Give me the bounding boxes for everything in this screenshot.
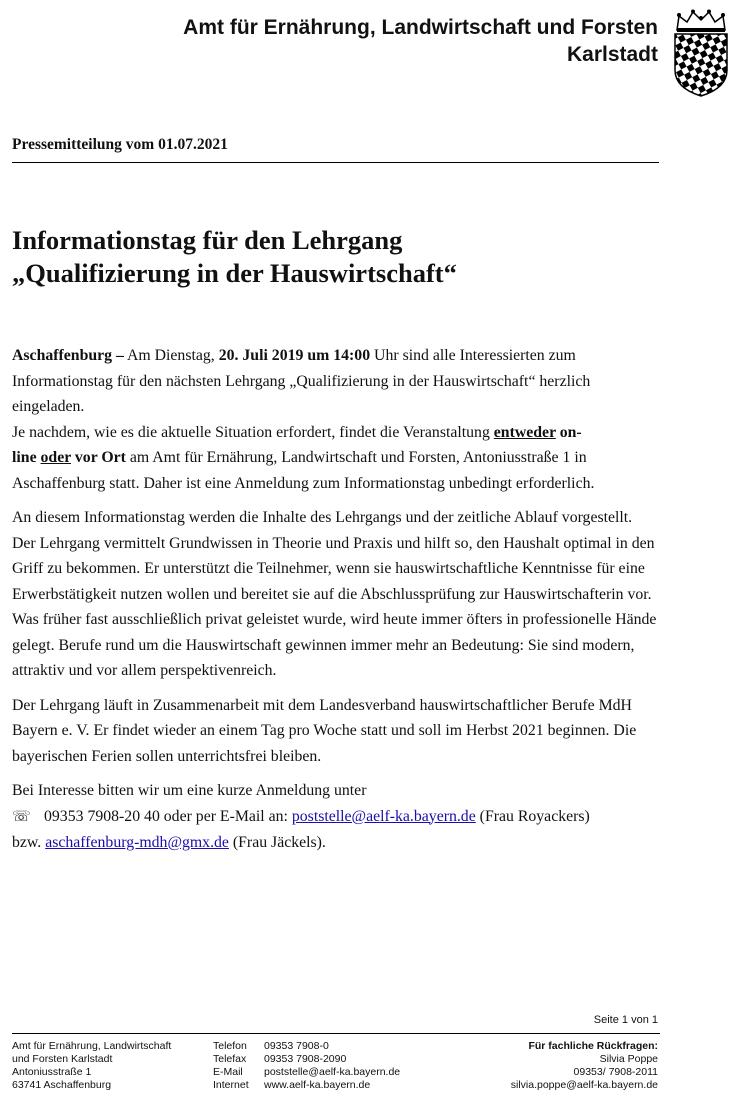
dateline-place: Aschaffenburg – xyxy=(12,347,124,364)
footer-phone: 09353 7908-0 xyxy=(264,1040,329,1052)
headline-line1: Informationstag für den Lehrgang xyxy=(12,225,403,255)
headline xyxy=(12,224,457,290)
footer-email[interactable]: poststelle@aelf-ka.bayern.de xyxy=(264,1066,401,1078)
event-time: 14:00 xyxy=(333,347,371,364)
headline-line2: „Qualifizierung in der Hauswirtschaft“ xyxy=(12,258,457,288)
footer-inquiries-name: Silvia Poppe xyxy=(599,1053,658,1065)
agency-name xyxy=(183,14,658,68)
email-link-poststelle[interactable]: poststelle@aelf-ka.bayern.de xyxy=(291,807,476,825)
press-release-body xyxy=(12,343,658,856)
contact-line: ☏ 09353 7908-20 40 oder per E-Mail an: poststelle@aelf-ka.bayern.de (Frau Royackers) xyxy=(12,804,658,831)
telephone-icon: ☏ xyxy=(12,808,31,825)
page-number: Seite 1 von 1 xyxy=(593,1014,658,1026)
footer-inquiries-phone: 09353/ 7908-2011 xyxy=(573,1066,658,1078)
event-date: 20. Juli 2019 xyxy=(218,347,304,364)
footer-website[interactable]: www.aelf-ka.bayern.de xyxy=(264,1079,371,1091)
paragraph-cooperation: Der Lehrgang läuft in Zusammenarbeit mit dem Landesverband hauswirtschaftlicher Berufe MdH Bayern e. V. Er findet wieder an einem Tag pro Woche statt und soll im Herbst 2021 beginnen. Die bayerischen Ferien sollen unterrichtsfrei bleiben. xyxy=(12,696,637,765)
email-link-mdh[interactable]: aschaffenburg-mdh@gmx.de xyxy=(45,834,229,851)
contact-line-2: bzw. aschaffenburg-mdh@gmx.de (Frau Jäckels). xyxy=(12,834,326,851)
paragraph-content: An diesem Informationstag werden die Inhalte des Lehrgangs und der zeitliche Ablauf vorgestellt. Der Lehrgang vermittelt Grundwissen in Theorie und Praxis und hilft so, den Haushalt optimal in den Griff zu bekommen. Er unterstützt die Teilnehmer, wenn sie hauswirtschaftliche Kenntnisse für eine Erwerbstätigkeit nutzen wollen und bereitet sie auf die Abschlussprüfung zur Hauswirtschafterin vor. Was früher fast ausschließlich privat geleistet wurde, wird heute immer öfters in professionelle Hände gelegt. Berufe rund um die Hauswirtschaft gewinnen immer mehr an Bedeutung: Sie sind modern, attraktiv und vor allem perspektivenreich. xyxy=(12,509,657,679)
header-divider xyxy=(12,162,659,163)
footer-fax: 09353 7908-2090 xyxy=(264,1053,347,1065)
press-release-date: Pressemitteilung vom 01.07.2021 xyxy=(12,136,228,153)
paragraph-intro: Aschaffenburg – Am Dienstag, 20. Juli 2019 um 14:00 Uhr sind alle Interessierten zum Informationstag für den nächsten Lehrgang „Qualifizierung in der Hauswirtschaft“ herzlich eingeladen. xyxy=(12,347,591,415)
coat-of-arms-icon xyxy=(669,8,733,98)
footer-inquiries-title: Für fachliche Rückfragen: xyxy=(528,1040,658,1052)
footer-contact-values xyxy=(264,1040,400,1092)
footer-address: Amt für Ernährung, Landwirtschaft und Forsten Karlstadt Antoniusstraße 1 63741 Aschaffenburg xyxy=(12,1040,172,1091)
footer-inquiries-email[interactable]: silvia.poppe@aelf-ka.bayern.de xyxy=(510,1079,658,1091)
footer-inquiries xyxy=(511,1040,658,1092)
footer-contact-labels: Telefon Telefax E-Mail Internet xyxy=(213,1040,249,1091)
agency-name-line2: Karlstadt xyxy=(566,43,658,66)
paragraph-registration: Bei Interesse bitten wir um eine kurze Anmeldung unter xyxy=(12,782,367,799)
agency-name-line1: Amt für Ernährung, Landwirtschaft und Forsten xyxy=(183,16,658,39)
paragraph-format: Je nachdem, wie es die aktuelle Situation erfordert, findet die Veranstaltung entweder on- line oder vor Ort am Amt für Ernährung, Landwirtschaft und Forsten, Antoniusstraße 1 in Aschaffenburg statt. Daher ist eine Anmeldung zum Informationstag unbedingt erforderlich. xyxy=(12,423,595,492)
footer-divider xyxy=(12,1033,660,1034)
